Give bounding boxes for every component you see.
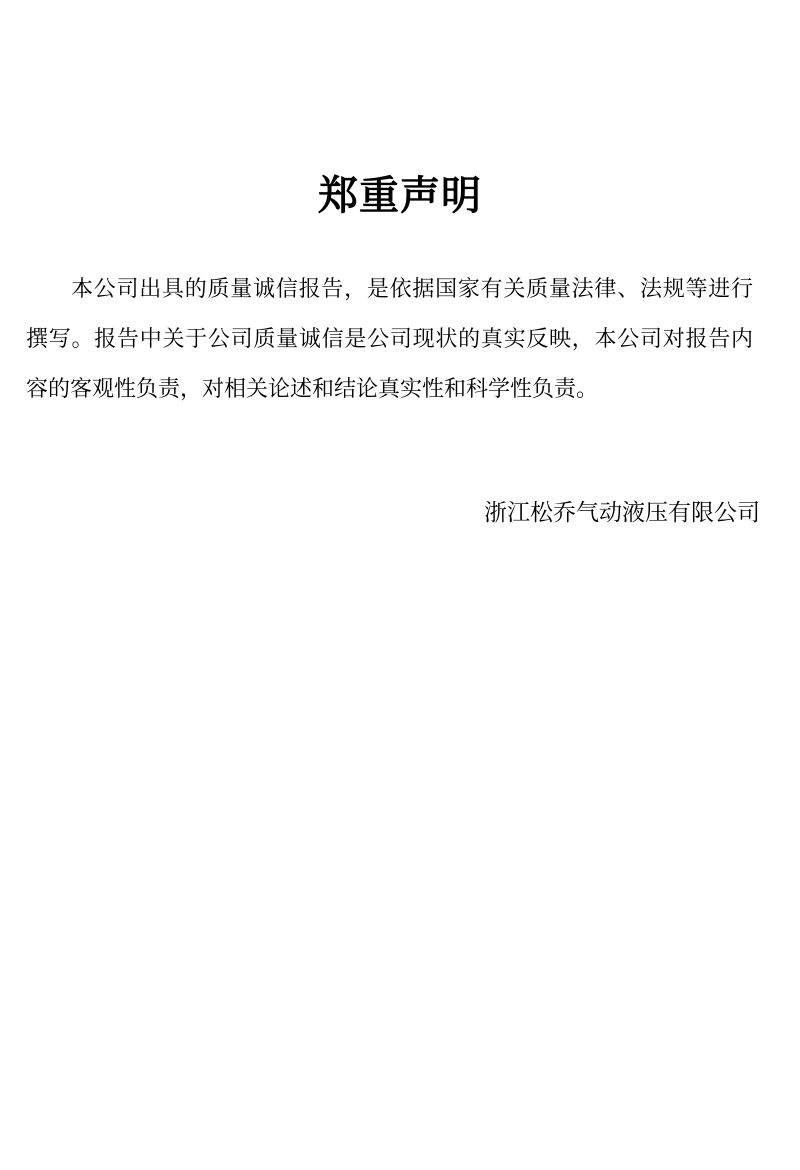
paragraph-line-1: 本公司出具的质量诚信报告，是依据国家有关质量法律、法规等进行 (71, 276, 753, 301)
declaration-paragraph (26, 264, 753, 414)
page-title: 郑重声明 (318, 174, 482, 218)
paragraph-line-2: 撰写。报告中关于公司质量诚信是公司现状的真实反映，本公司对报告内 (26, 326, 753, 351)
company-signature: 浙江松乔气动液压有限公司 (484, 500, 760, 525)
paragraph-line-3: 容的客观性负责，对相关论述和结论真实性和科学性负责。 (26, 376, 599, 401)
